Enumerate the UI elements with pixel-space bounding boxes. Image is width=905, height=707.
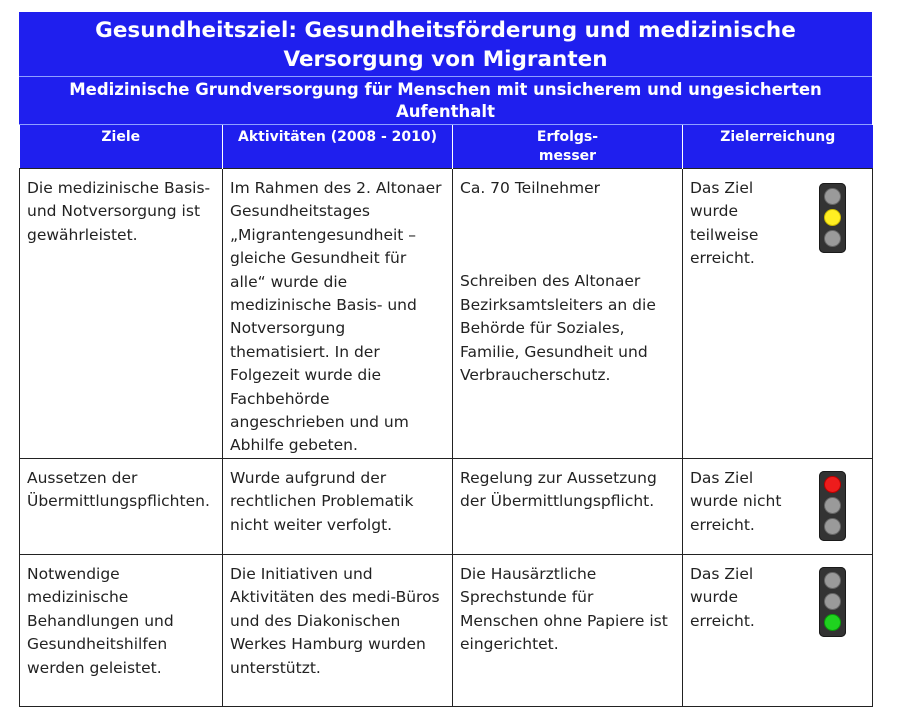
success-measure-cell: Regelung zur Aussetzung der Übermittlungspflicht. — [453, 458, 683, 554]
success-measure-text-2: Schreiben des Altonaer Bezirksamtsleiters an die Behörde für Soziales, Familie, Gesundheit und Verbraucherschutz. — [460, 272, 656, 385]
activity-cell: Wurde aufgrund der rechtlichen Problematik nicht weiter verfolgt. — [223, 458, 453, 554]
result-text: Das Ziel wurde nicht erreicht. — [690, 468, 782, 534]
lamp-yellow — [824, 209, 841, 226]
result-text: Das Ziel wurde erreicht. — [690, 564, 755, 630]
goals-document — [19, 12, 872, 707]
result-cell — [683, 458, 873, 554]
table-row — [20, 458, 873, 554]
lamp-red — [824, 476, 841, 493]
document-title: Gesundheitsziel: Gesundheitsförderung und medizinische Versorgung von Migranten — [19, 12, 872, 77]
result-cell — [683, 554, 873, 706]
activity-cell: Die Initiativen und Aktivitäten des medi-Büros und des Diakonischen Werkes Hamburg wurden unterstützt. — [223, 554, 453, 706]
success-measure-cell: Die Hausärztliche Sprechstunde für Menschen ohne Papiere ist eingerichtet. — [453, 554, 683, 706]
lamp-yellow — [824, 593, 841, 610]
goal-cell: Notwendige medizinische Behandlungen und Gesundheitshilfen werden geleistet. — [20, 554, 223, 706]
lamp-yellow — [824, 497, 841, 514]
success-measure-cell — [453, 169, 683, 459]
column-header-zielerreichung: Zielerreichung — [683, 125, 873, 169]
table-row — [20, 554, 873, 706]
goal-cell: Aussetzen der Übermittlungspflichten. — [20, 458, 223, 554]
table-row — [20, 169, 873, 459]
activity-cell: Im Rahmen des 2. Altonaer Gesundheitstages „Migrantengesundheit – gleiche Gesundheit für alle“ wurde die medizinische Basis- und Notversorgung thematisiert. In der Folgezeit wurde die Fachbehörde angeschrieben und um Abhilfe gebeten. — [223, 169, 453, 459]
traffic-light-icon — [819, 471, 846, 541]
lamp-red — [824, 188, 841, 205]
document-subtitle: Medizinische Grundversorgung für Menschen mit unsicherem und ungesicherten Aufenthalt — [19, 77, 872, 125]
goals-table — [19, 125, 873, 707]
lamp-green — [824, 518, 841, 535]
traffic-light-icon — [819, 183, 846, 253]
column-header-erfolgsmesser: Erfolgs- messer — [453, 125, 683, 169]
lamp-green — [824, 230, 841, 247]
lamp-green — [824, 614, 841, 631]
result-text: Das Ziel wurde teilweise erreicht. — [690, 179, 759, 268]
traffic-light-icon — [819, 567, 846, 637]
column-header-aktivitaeten: Aktivitäten (2008 - 2010) — [223, 125, 453, 169]
result-cell — [683, 169, 873, 459]
table-header-row — [20, 125, 873, 169]
lamp-red — [824, 572, 841, 589]
column-header-ziele: Ziele — [20, 125, 223, 169]
goal-cell: Die medizinische Basis- und Notversorgung ist gewährleistet. — [20, 169, 223, 459]
success-measure-text: Ca. 70 Teilnehmer — [460, 179, 600, 197]
